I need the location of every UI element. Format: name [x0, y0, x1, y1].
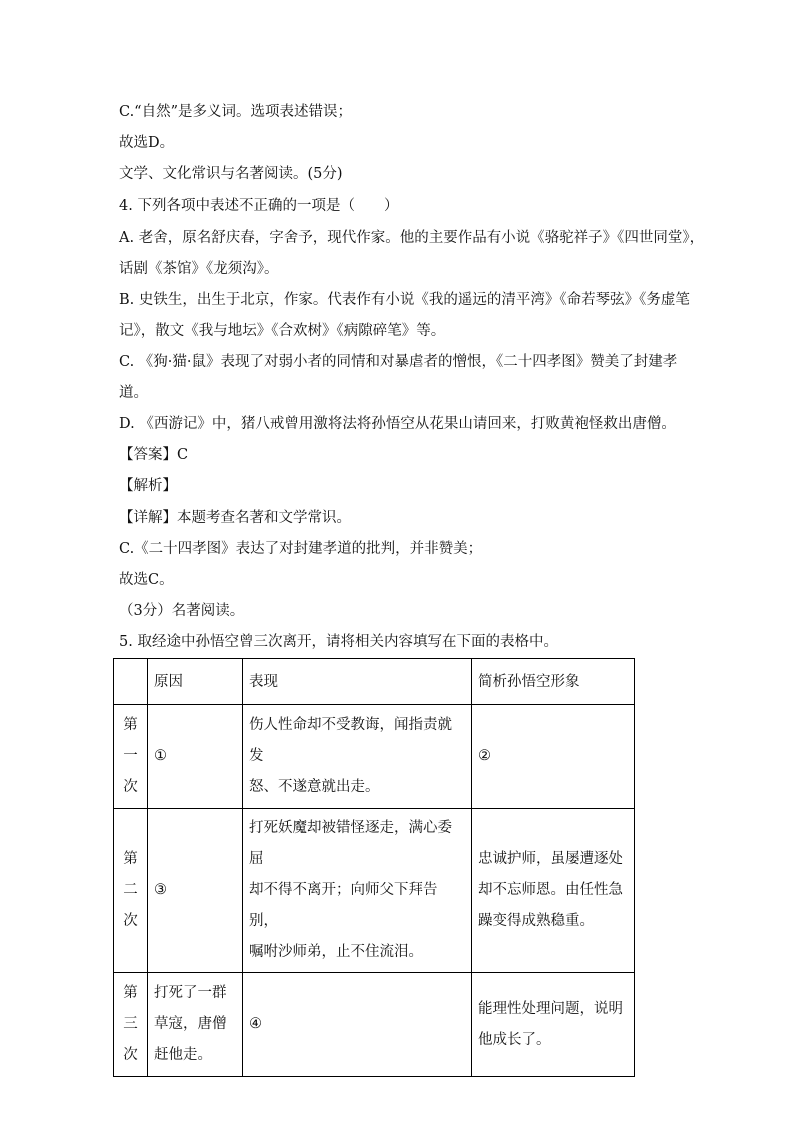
cell-text: 躁变得成熟稳重。 [478, 913, 594, 929]
cell-text: 嘱咐沙师弟，止不住流泪。 [249, 944, 423, 960]
table-row-second [114, 809, 635, 973]
section-heading-reading: （3分）名著阅读。 [119, 603, 245, 619]
text-line-answer-d: 故选D。 [119, 135, 175, 151]
cell-text: 草寇，唐僧 [154, 1016, 227, 1032]
header-cell-behavior: 表现 [243, 659, 472, 705]
cell-text: 却不忘师恩。由任性急 [478, 882, 623, 898]
row-label-char: 二 [123, 882, 138, 898]
question-4-option-a: A. 老舍，原名舒庆春，字舍予，现代作家。他的主要作品有小说《骆驼祥子》《四世同堂》， [119, 230, 705, 246]
row-label-third [114, 973, 148, 1077]
cell-text: 忠诚护师，虽屡遭逐处 [478, 851, 623, 867]
table-header-row [114, 659, 635, 705]
table-row-first [114, 705, 635, 809]
answer-table [113, 658, 635, 1077]
row-label-char: 次 [123, 913, 138, 929]
header-cell-cause: 原因 [148, 659, 243, 705]
detail-line: 【详解】本题考查名著和文学常识。 [119, 510, 351, 526]
cell-analysis-first [472, 705, 635, 809]
section-heading-literature: 文学、文化常识与名著阅读。(5分) [119, 166, 343, 182]
question-4-stem: 4. 下列各项中表述不正确的一项是（ ） [119, 198, 399, 214]
row-label-char: 第 [123, 717, 138, 733]
cell-text: 能理性处理问题，说明 [478, 1000, 623, 1017]
cell-cause-first [148, 705, 243, 809]
cell-text: ① [154, 748, 167, 764]
analysis-heading: 【解析】 [119, 478, 177, 494]
cell-text: 怒、不遂意就出走。 [249, 779, 380, 795]
cell-cause-third [148, 973, 243, 1077]
row-label-first [114, 705, 148, 809]
question-4-option-c: C. 《狗·猫·鼠》表现了对弱小者的同情和对暴虐者的憎恨，《二十四孝图》赞美了封建孝 [119, 354, 678, 370]
cell-analysis-second [472, 809, 635, 973]
question-5-stem: 5. 取经途中孙悟空曾三次离开，请将相关内容填写在下面的表格中。 [119, 634, 558, 650]
cell-cause-second [148, 809, 243, 973]
cell-behavior-first [243, 705, 472, 809]
row-label-char: 次 [123, 1047, 138, 1063]
row-label-char: 次 [123, 779, 138, 795]
cell-behavior-second [243, 809, 472, 973]
row-label-char: 第 [123, 985, 138, 1001]
table-row-third [114, 973, 635, 1077]
cell-analysis-third [472, 973, 635, 1077]
question-4-option-c-cont: 道。 [119, 385, 148, 401]
question-4-option-b-cont: 记》，散文《我与地坛》《合欢树》《病隙碎笔》等。 [119, 323, 446, 339]
cell-text: 打死了一群 [154, 985, 227, 1001]
cell-text: ④ [249, 1016, 262, 1032]
row-label-char: 三 [123, 1016, 138, 1032]
question-4-option-b: B. 史铁生，出生于北京，作家。代表作有小说《我的遥远的清平湾》《命若琴弦》《务虚笔 [119, 292, 690, 308]
header-cell-analysis: 简析孙悟空形象 [472, 659, 635, 705]
cell-behavior-third [243, 973, 472, 1077]
cell-text: 他成长了。 [478, 1031, 551, 1048]
row-label-second [114, 809, 148, 973]
cell-text: 赶他走。 [154, 1047, 212, 1063]
text-line-option-c-explain: C.“自然”是多义词。选项表述错误； [119, 104, 353, 120]
header-cell-empty [114, 659, 148, 705]
cell-text: ③ [154, 882, 167, 898]
answer-line: 【答案】C [119, 447, 189, 463]
cell-text: ② [478, 748, 491, 764]
cell-text: 伤人性命却不受教诲，闻指责就发 [249, 717, 452, 764]
row-label-char: 一 [123, 748, 138, 764]
question-4-option-a-cont: 话剧《茶馆》《龙须沟》。 [119, 261, 279, 277]
cell-text: 打死妖魔却被错怪逐走，满心委屈 [249, 820, 452, 867]
row-label-char: 第 [123, 851, 138, 867]
question-4-option-d: D. 《西游记》中，猪八戒曾用激将法将孙悟空从花果山请回来，打败黄袍怪救出唐僧。 [119, 416, 676, 432]
answer-c-line: 故选C。 [119, 572, 174, 588]
cell-text: 却不得不离开；向师父下拜告别， [249, 882, 438, 929]
detail-explain-line: C.《二十四孝图》表达了对封建孝道的批判，并非赞美； [119, 541, 483, 557]
